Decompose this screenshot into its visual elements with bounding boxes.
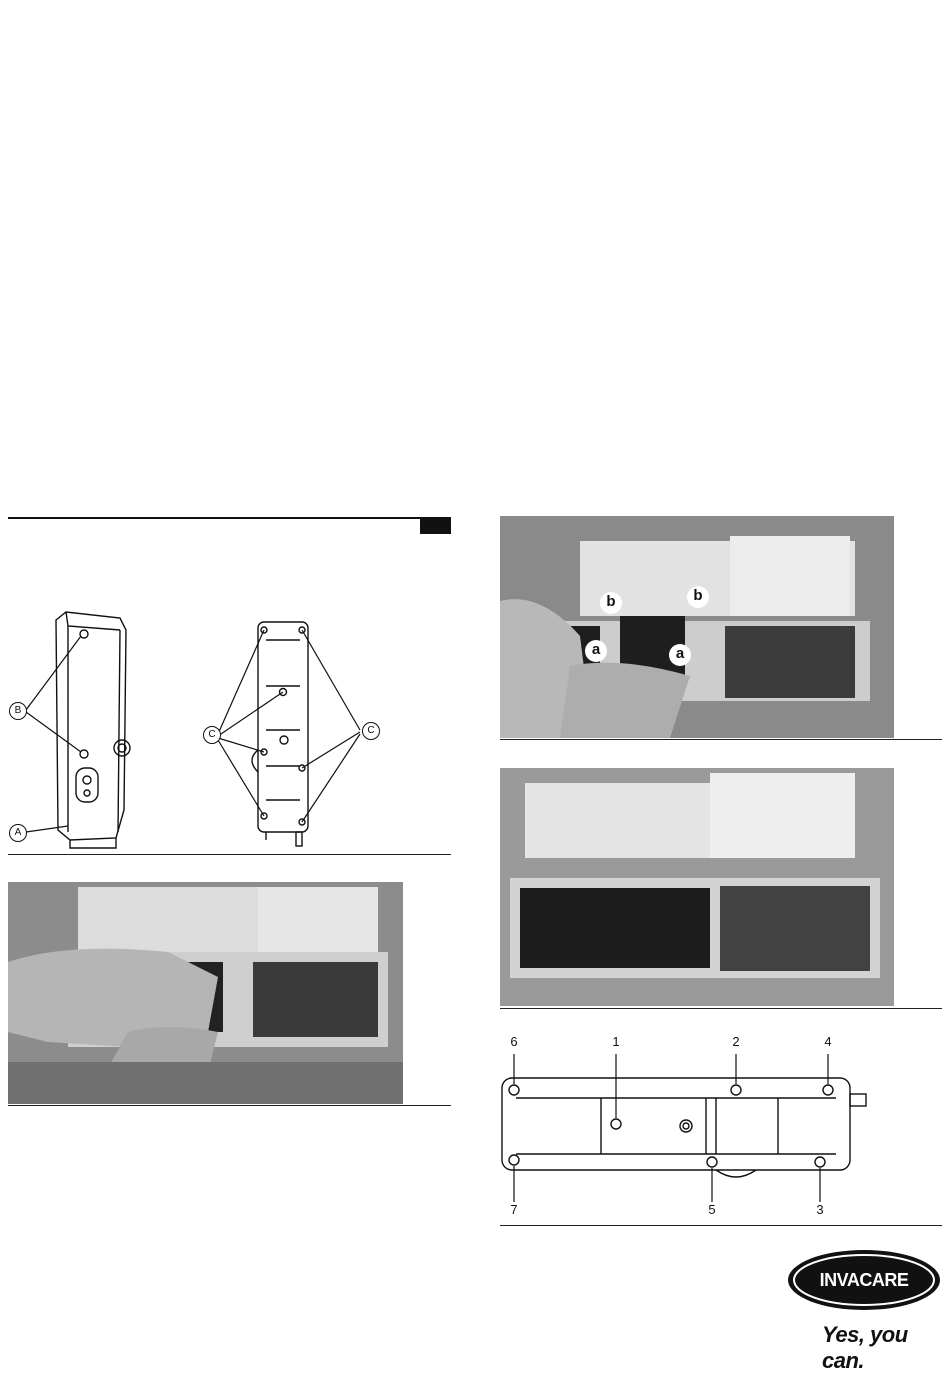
photo-battery-removal-image — [8, 882, 403, 1104]
screw-number-6: 6 — [510, 1034, 518, 1049]
tag-b-left: b — [600, 592, 622, 614]
photo-open-housing-image — [500, 768, 894, 1006]
brand-slogan: Yes, you can. — [822, 1322, 908, 1373]
photo-battery-removal — [8, 882, 403, 1104]
section-header-rule — [8, 517, 451, 519]
tag-a-right: a — [669, 644, 691, 666]
figure-screw-sequence — [496, 1034, 876, 1220]
tag-b-right: b — [687, 586, 709, 608]
figure-housing-drawings — [8, 600, 451, 850]
screw-number-3: 3 — [816, 1202, 824, 1217]
photo-divider-right-1 — [500, 739, 942, 740]
screw-number-2: 2 — [732, 1034, 740, 1049]
screw-number-7: 7 — [510, 1202, 518, 1217]
photo-battery-connectors-image — [500, 516, 894, 738]
photo-divider-left — [8, 1105, 451, 1106]
photo-open-housing — [500, 768, 894, 1006]
invacare-logo — [786, 1248, 942, 1312]
callout-c-right: C — [362, 722, 380, 740]
screw-number-5: 5 — [708, 1202, 716, 1217]
photo-divider-right-2 — [500, 1008, 942, 1009]
callout-a: A — [9, 824, 27, 842]
housing-line-drawing — [8, 600, 451, 850]
figure-divider — [8, 854, 451, 855]
section-tab-marker — [420, 517, 451, 534]
screw-sequence-drawing — [496, 1034, 876, 1220]
callout-c-left: C — [203, 726, 221, 744]
figure-divider-bottom — [500, 1225, 942, 1226]
photo-battery-connectors — [500, 516, 894, 738]
callout-b: B — [9, 702, 27, 720]
screw-number-1: 1 — [612, 1034, 620, 1049]
tag-a-left: a — [585, 640, 607, 662]
logo-text: INVACARE — [819, 1270, 909, 1290]
screw-number-4: 4 — [824, 1034, 832, 1049]
